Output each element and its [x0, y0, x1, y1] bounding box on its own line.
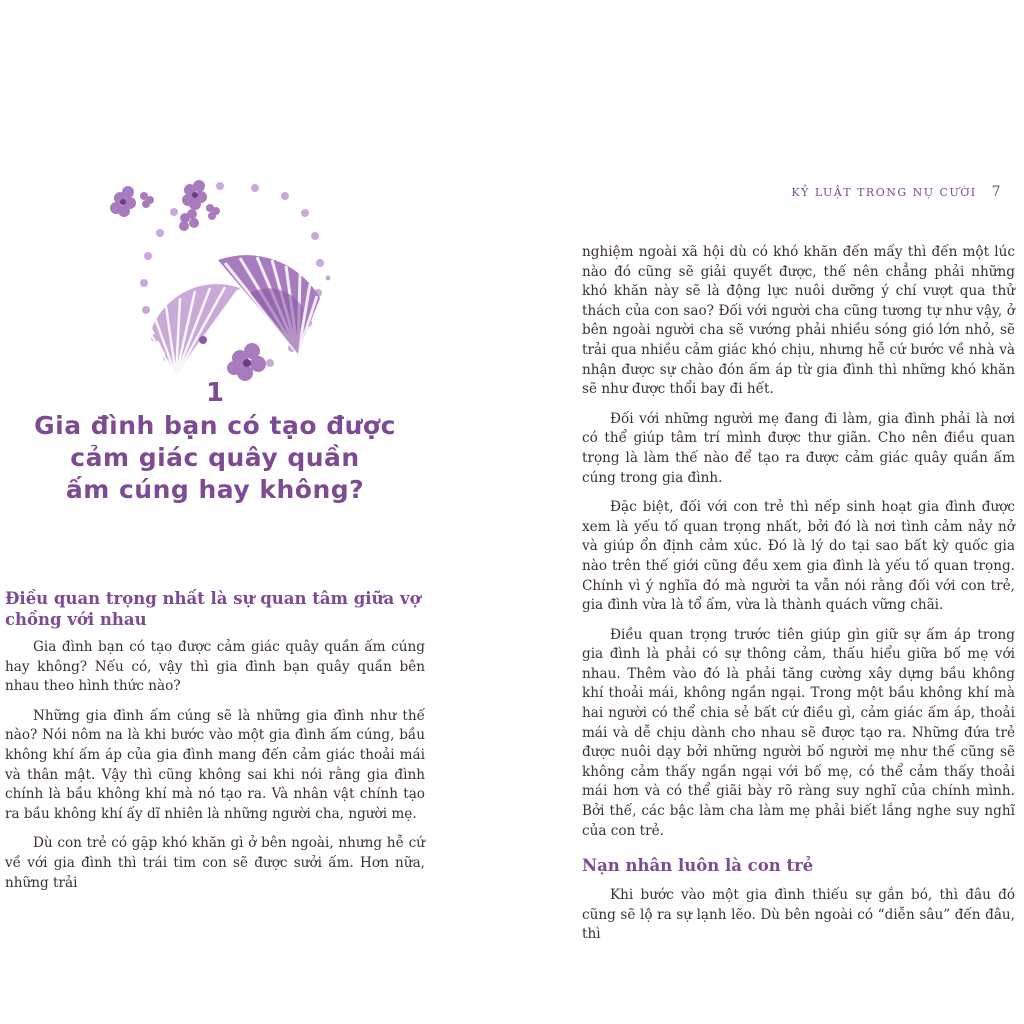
fan-blossom-ornament-icon — [100, 178, 340, 393]
right-text-column — [582, 243, 1015, 955]
right-page — [512, 0, 1024, 1024]
left-text-column — [5, 588, 425, 903]
body-paragraph: Gia đình bạn có tạo được cảm giác quây quần ấm cúng hay không? Nếu có, vậy thì gia đình bạn quây quần bên nhau theo hình thức nào? — [5, 639, 425, 695]
chapter-title-line: ấm cúng hay không? — [65, 475, 365, 504]
body-paragraph: Điều quan trọng trước tiên giúp gìn giữ sự ấm áp trong gia đình là phải có sự thông cảm, thấu hiểu giữa bố mẹ với nhau. Thêm vào đó là phải tăng cường xây dựng bầu không khí thoải mái, không ngần ngại. Trong một bầu không khí mà hai người có thể chia sẻ bất cứ điều gì, cảm giác ấm áp, thoải mái và dễ chịu dành cho nhau sẽ được tạo ra. Những đứa trẻ được nuôi dạy bởi những người bố người mẹ như thế cũng sẽ không cảm thấy ngần ngại với bố mẹ, có thể cảm thấy thoải mái hơn và có thể giãi bày rõ ràng suy nghĩ của chính mình. Bởi thế, các bậc làm cha làm mẹ phải biết lắng nghe suy nghĩ của con trẻ. — [582, 626, 1015, 839]
page-number: 7 — [991, 184, 1002, 200]
section-heading: Điều quan trọng nhất là sự quan tâm giữa vợ chồng với nhau — [5, 589, 421, 629]
chapter-number: 1 — [205, 378, 225, 408]
running-header — [791, 184, 1002, 200]
folding-fan-icon — [218, 255, 320, 354]
folding-fan-icon — [150, 284, 240, 376]
chapter-title-line: cảm giác quây quần — [70, 443, 360, 472]
body-paragraph: Khi bước vào một gia đình thiếu sự gắn bó, thì đâu đó cũng sẽ lộ ra sự lạnh lẽo. Dù bên ngoài có “diễn sâu” đến đâu, thì — [582, 887, 1015, 943]
chapter-title-line: Gia đình bạn có tạo được — [34, 411, 396, 440]
body-paragraph: Đặc biệt, đối với con trẻ thì nếp sinh hoạt gia đình được xem là yếu tố quan trọng nhất, bởi đó là nơi tình cảm nảy nở và giúp ổn định cảm xúc. Đó là lý do tại sao bất kỳ quốc gia nào trên thế giới cũng đều xem gia đình là yếu tố quan trọng. Chính vì ý nghĩa đó mà người ta vẫn nói rằng đối với con trẻ, gia đình vừa là tổ ấm, vừa là thành quách vững chãi. — [582, 499, 1015, 614]
body-paragraph: nghiệm ngoài xã hội dù có khó khăn đến mấy thì đến một lúc nào đó cũng sẽ giải quyết được, thế nên chẳng phải những khó khăn này sẽ là động lực nuôi dưỡng ý chí vượt qua thử thách của con sao? Đối với người cha cũng tương tự như vậy, ở bên ngoài người cha sẽ vướng phải nhiều sóng gió lớn nhỏ, sẽ trải qua nhiều cảm giác khó chịu, nhưng hễ cứ bước về nhà và nhận được sự chào đón ấm áp từ gia đình thì những khó khăn sẽ như được thổi bay đi hết. — [582, 244, 1015, 398]
body-paragraph: Đối với những người mẹ đang đi làm, gia đình phải là nơi có thể giúp tâm trí mình được thư giãn. Cho nên điều quan trọng là làm thế nào để tạo ra được cảm giác quây quần ấm cúng trong gia đình. — [582, 410, 1015, 486]
chapter-title — [0, 410, 430, 506]
section-heading: Nạn nhân luôn là con trẻ — [582, 856, 814, 876]
running-head-title: KỶ LUẬT TRONG NỤ CƯỜI — [791, 186, 977, 199]
body-paragraph: Dù con trẻ có gặp khó khăn gì ở bên ngoài, nhưng hễ cứ về với gia đình thì trái tim con sẽ được sưởi ấm. Hơn nữa, những trải — [5, 835, 425, 891]
body-paragraph: Những gia đình ấm cúng sẽ là những gia đình như thế nào? Nói nôm na là khi bước vào một gia đình ấm cúng, bầu không khí ấm áp của gia đình mang đến cảm giác thoải mái và thân mật. Vậy thì cũng không sai khi nói rằng gia đình chính là bầu không khí mà nó tạo ra. Và nhân vật chính tạo ra bầu không khí ấy dĩ nhiên là những người cha, người mẹ. — [5, 707, 425, 822]
